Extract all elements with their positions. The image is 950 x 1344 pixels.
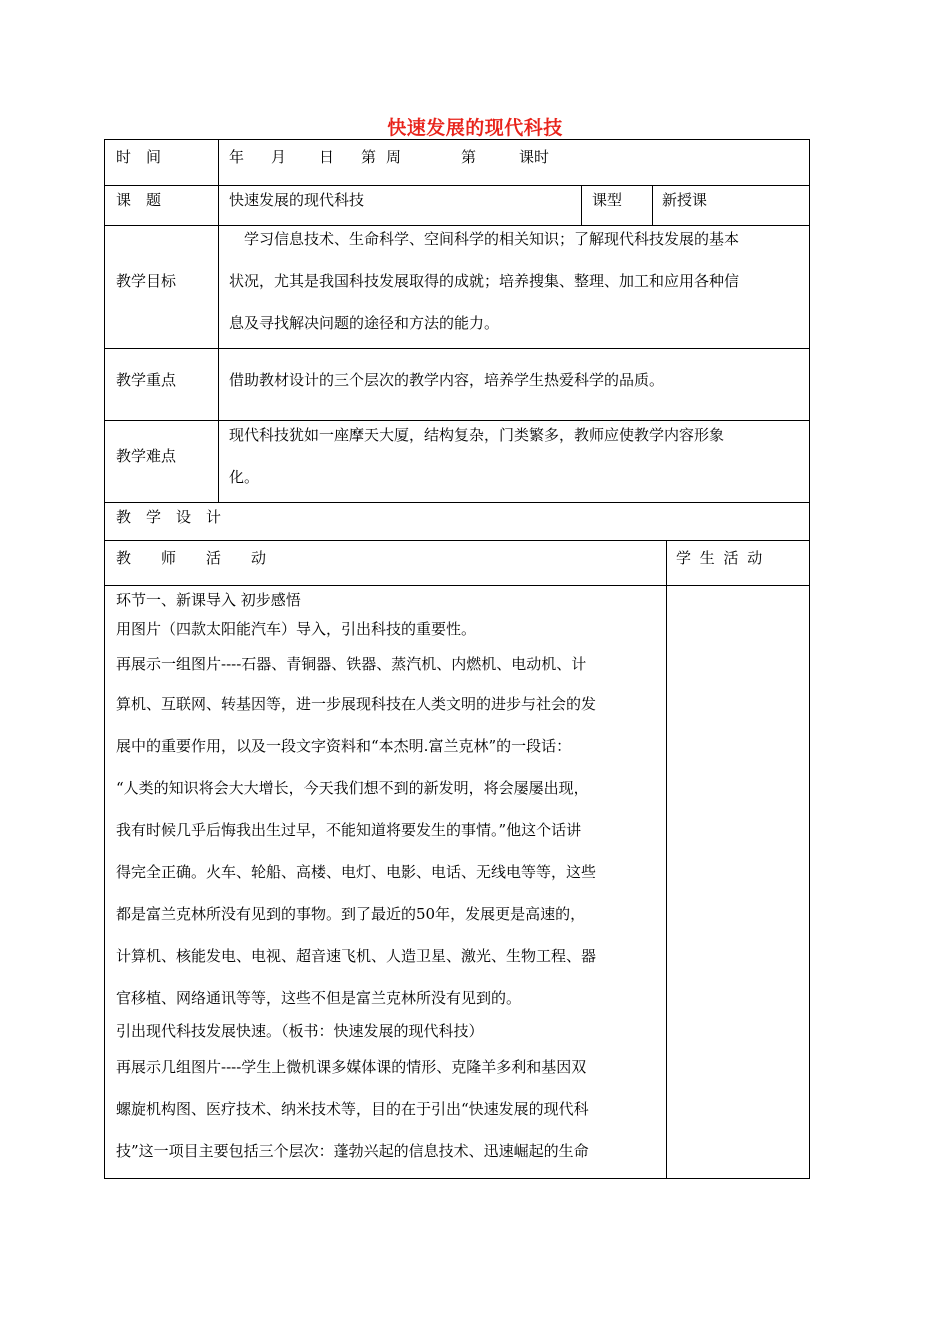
content-line: 引出现代科技发展快速。（板书：快速发展的现代科技）: [116, 1022, 484, 1040]
content-line: 展中的重要作用，以及一段文字资料和“本杰明.富兰克林”的一段话：: [116, 737, 572, 755]
objectives-line: 状况，尤其是我国科技发展取得的成就；培养搜集、整理、加工和应用各种信: [229, 272, 740, 290]
type-value: 新授课: [662, 191, 708, 209]
difficulty-line: 现代科技犹如一座摩天大厦，结构复杂，门类繁多，教师应使教学内容形象: [229, 426, 725, 444]
content-line: 都是富兰克林所没有见到的事物。到了最近的50年，发展更是高速的，: [116, 905, 586, 923]
day-text: 日: [319, 148, 335, 166]
time-label: 时 间: [116, 148, 162, 166]
content-line: 技”这一项目主要包括三个层次：蓬勃兴起的信息技术、迅速崛起的生命: [116, 1142, 589, 1160]
year-text: 年: [229, 148, 245, 166]
week-text: 周: [386, 148, 402, 166]
student-activity-content-cell: [666, 585, 810, 1179]
content-line: 用图片（四款太阳能汽车）导入，引出科技的重要性。: [116, 620, 477, 638]
difficulty-label: 教学难点: [116, 447, 177, 465]
difficulty-text: [229, 425, 724, 487]
topic-label: 课 题: [116, 191, 162, 209]
student-activity-header: 学 生 活 动: [676, 549, 765, 567]
teacher-activity-header: 教 师 活 动: [116, 549, 267, 567]
document-title: 快速发展的现代科技: [387, 117, 563, 139]
objectives-line: 息及寻找解决问题的途径和方法的能力。: [229, 314, 500, 332]
design-label: 教 学 设 计: [116, 508, 222, 526]
content-line: 计算机、核能发电、电视、超音速飞机、人造卫星、激光、生物工程、器: [116, 947, 597, 965]
week-prefix-text: 第: [361, 148, 377, 166]
content-line: 我有时候几乎后悔我出生过早，不能知道将要发生的事情。”他这个话讲: [116, 821, 582, 839]
month-text: 月: [271, 148, 287, 166]
objectives-text: [229, 229, 739, 333]
content-line: 官移植、网络通讯等等，这些不但是富兰克林所没有见到的。: [116, 989, 522, 1007]
content-line: 再展示一组图片----石器、青铜器、铁器、蒸汽机、内燃机、电动机、计: [116, 655, 587, 673]
lesson-text: 课时: [519, 148, 550, 166]
content-line: 再展示几组图片----学生上微机课多媒体课的情形、克隆羊多利和基因双: [116, 1058, 587, 1076]
content-line: 算机、互联网、转基因等，进一步展现科技在人类文明的进步与社会的发: [116, 695, 597, 713]
type-label: 课型: [592, 191, 623, 209]
objectives-line: 学习信息技术、生命科学、空间科学的相关知识；了解现代科技发展的基本: [229, 230, 740, 248]
objectives-label: 教学目标: [116, 272, 177, 290]
difficulty-line: 化。: [229, 468, 260, 486]
content-line: “人类的知识将会大大增长，今天我们想不到的新发明，将会屡屡出现，: [116, 779, 589, 797]
key-point-label: 教学重点: [116, 371, 177, 389]
content-line: 环节一、新课导入 初步感悟: [116, 591, 301, 609]
time-value-cell: [218, 139, 810, 186]
content-line: 得完全正确。火车、轮船、高楼、电灯、电影、电话、无线电等等，这些: [116, 863, 597, 881]
lesson-prefix-text: 第: [461, 148, 477, 166]
teacher-activity-text: [116, 590, 596, 1161]
topic-value: 快速发展的现代科技: [229, 191, 365, 209]
key-point-text: 借助教材设计的三个层次的教学内容，培养学生热爱科学的品质。: [229, 371, 665, 389]
content-line: 螺旋机构图、医疗技术、纳米技术等，目的在于引出“快速发展的现代科: [116, 1100, 589, 1118]
